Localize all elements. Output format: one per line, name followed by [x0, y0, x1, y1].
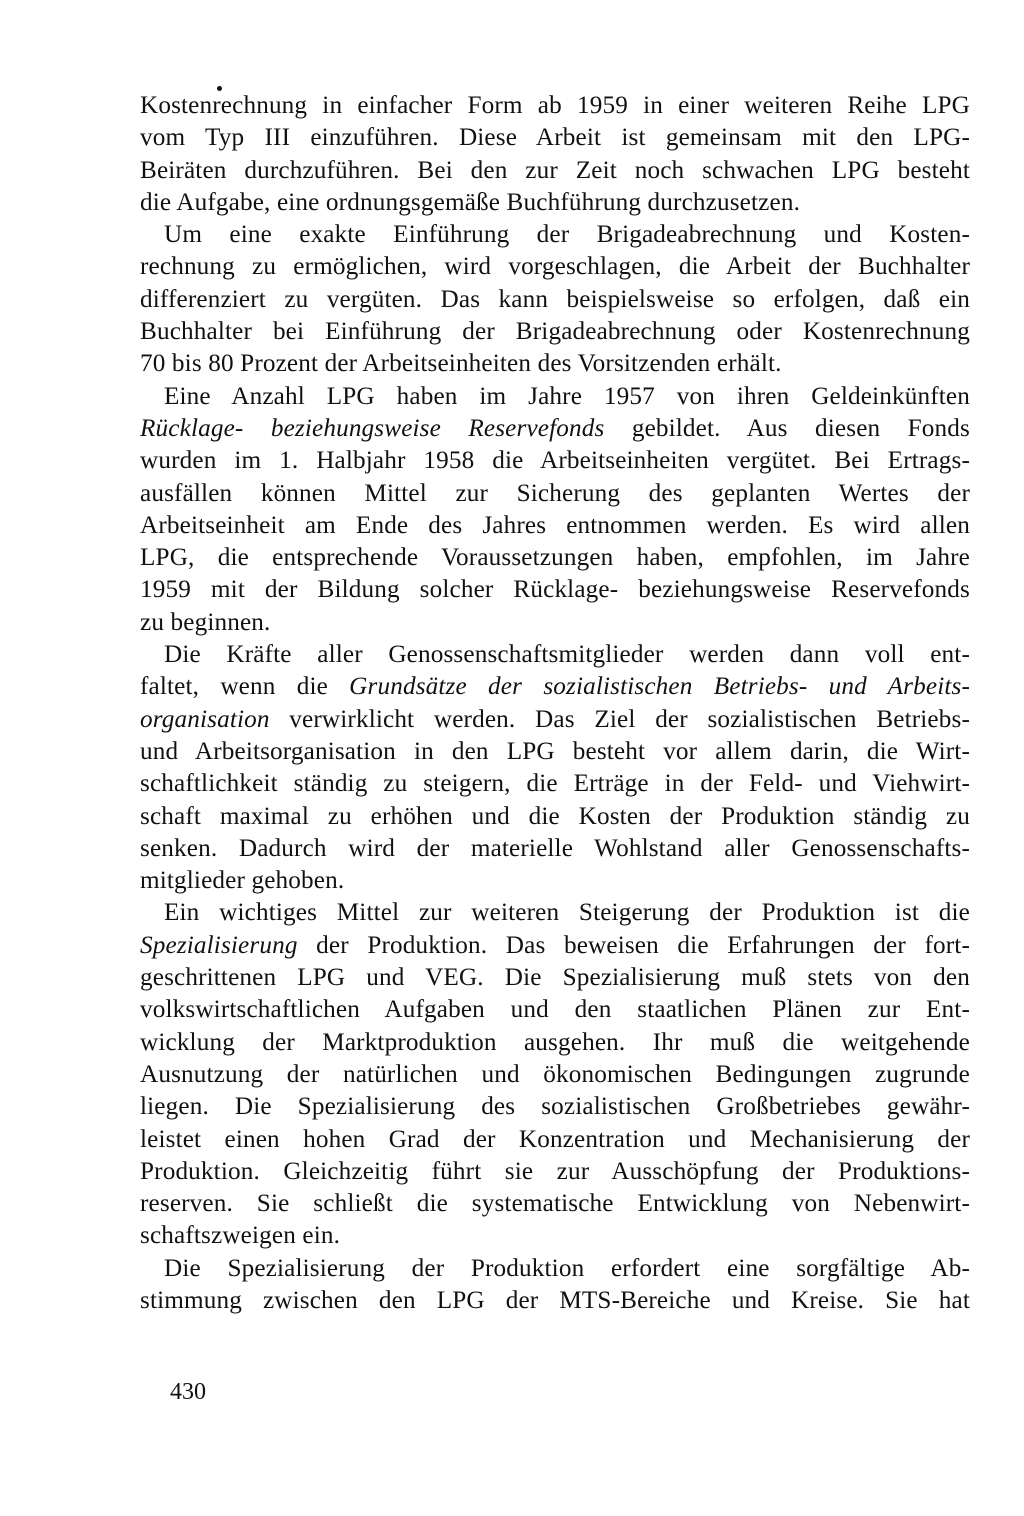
text-line: [140, 1059, 970, 1091]
text-segment: reserven. Sie schließt die systematische Entwicklung von Nebenwirt-: [140, 1190, 970, 1218]
text-segment: faltet, wenn die: [140, 673, 350, 701]
text-line: [140, 1188, 970, 1220]
text-line: [140, 445, 970, 477]
text-segment: vom Typ III einzuführen. Diese Arbeit ist gemeinsam mit den LPG-: [140, 124, 970, 152]
text-segment: Ausnutzung der natürlichen und ökonomischen Bedingungen zugrunde: [140, 1060, 970, 1088]
text-segment: LPG, die entsprechende Voraussetzungen haben, empfohlen, im Jahre: [140, 544, 970, 572]
text-segment: zu beginnen.: [140, 608, 271, 636]
text-segment: stimmung zwischen den LPG der MTS-Bereiche und Kreise. Sie hat: [140, 1286, 970, 1314]
text-segment: wicklung der Marktproduktion ausgehen. Ihr muß die weitgehende: [140, 1028, 970, 1056]
text-line: [140, 801, 970, 833]
text-line: [140, 1253, 970, 1285]
text-segment: schaft maximal zu erhöhen und die Kosten der Produktion ständig zu: [140, 802, 970, 830]
italic-text: Grundsätze der sozialistischen Betriebs- und Arbeits-: [349, 673, 970, 701]
text-segment: die Aufgabe, eine ordnungsgemäße Buchführung durchzusetzen.: [140, 188, 801, 216]
text-line: [140, 768, 970, 800]
text-segment: ausfällen können Mittel zur Sicherung des geplanten Wertes der: [140, 479, 970, 507]
text-segment: Beiräten durchzuführen. Bei den zur Zeit noch schwachen LPG besteht: [140, 156, 970, 184]
text-line: [140, 122, 970, 154]
text-segment: Ein wichtiges Mittel zur weiteren Steigerung der Produktion ist die: [164, 899, 970, 927]
text-line: [140, 413, 970, 445]
text-segment: volkswirtschaftlichen Aufgaben und den staatlichen Plänen zur Ent-: [140, 996, 970, 1024]
body-text: [140, 90, 970, 1317]
text-segment: Die Spezialisierung der Produktion erfordert eine sorgfältige Ab-: [164, 1254, 970, 1282]
text-line: [140, 736, 970, 768]
text-segment: der Produktion. Das beweisen die Erfahrungen der fort-: [297, 931, 970, 959]
text-segment: und Arbeitsorganisation in den LPG besteht vor allem darin, die Wirt-: [140, 737, 970, 765]
text-line: [140, 316, 970, 348]
text-segment: Die Kräfte aller Genossenschaftsmitglieder werden dann voll ent-: [164, 641, 970, 669]
italic-text: Rücklage- beziehungsweise Reservefonds: [140, 414, 605, 442]
text-line: [140, 1220, 970, 1252]
text-line: [140, 833, 970, 865]
text-segment: schaftlichkeit ständig zu steigern, die Erträge in der Feld- und Viehwirt-: [140, 770, 970, 798]
text-line: [140, 704, 970, 736]
text-line: [140, 187, 970, 219]
text-line: [140, 510, 970, 542]
text-segment: Arbeitseinheit am Ende des Jahres entnommen werden. Es wird allen: [140, 511, 970, 539]
text-segment: rechnung zu ermöglichen, wird vorgeschlagen, die Arbeit der Buchhalter: [140, 253, 970, 281]
text-segment: verwirklicht werden. Das Ziel der sozialistischen Betriebs-: [269, 705, 970, 733]
text-line: [140, 1091, 970, 1123]
text-line: [140, 639, 970, 671]
text-segment: gebildet. Aus diesen Fonds: [604, 414, 970, 442]
text-line: [140, 381, 970, 413]
text-line: [140, 930, 970, 962]
text-segment: wurden im 1. Halbjahr 1958 die Arbeitseinheiten vergütet. Bei Ertrags-: [140, 447, 970, 475]
text-segment: 1959 mit der Bildung solcher Rücklage- beziehungsweise Reservefonds: [140, 576, 970, 604]
text-segment: Produktion. Gleichzeitig führt sie zur Ausschöpfung der Produktions-: [140, 1157, 970, 1185]
text-segment: liegen. Die Spezialisierung des sozialistischen Großbetriebes gewähr-: [140, 1093, 970, 1121]
text-line: [140, 90, 970, 122]
italic-text: Spezialisierung: [140, 931, 298, 959]
italic-text: organisation: [140, 705, 270, 733]
text-segment: differenziert zu vergüten. Das kann beispielsweise so erfolgen, daß ein: [140, 285, 970, 313]
text-line: [140, 542, 970, 574]
text-segment: geschrittenen LPG und VEG. Die Spezialisierung muß stets von den: [140, 964, 970, 992]
text-line: [140, 1285, 970, 1317]
text-line: [140, 219, 970, 251]
page-number: 430: [170, 1379, 206, 1405]
text-line: [140, 1027, 970, 1059]
text-line: [140, 897, 970, 929]
text-line: [140, 1124, 970, 1156]
text-line: [140, 865, 970, 897]
text-line: [140, 607, 970, 639]
text-segment: senken. Dadurch wird der materielle Wohlstand aller Genossenschafts-: [140, 834, 970, 862]
text-line: [140, 671, 970, 703]
text-segment: leistet einen hohen Grad der Konzentration und Mechanisierung der: [140, 1125, 970, 1153]
text-segment: Buchhalter bei Einführung der Brigadeabrechnung oder Kostenrechnung: [140, 318, 970, 346]
text-line: [140, 284, 970, 316]
text-segment: mitglieder gehoben.: [140, 867, 345, 895]
text-line: [140, 251, 970, 283]
text-line: [140, 348, 970, 380]
text-segment: Eine Anzahl LPG haben im Jahre 1957 von ihren Geldeinkünften: [164, 382, 970, 410]
text-segment: Kostenrechnung in einfacher Form ab 1959 in einer weiteren Reihe LPG: [140, 92, 970, 119]
text-segment: schaftszweigen ein.: [140, 1222, 341, 1250]
text-line: [140, 1156, 970, 1188]
text-line: [140, 962, 970, 994]
text-segment: Um eine exakte Einführung der Brigadeabrechnung und Kosten-: [164, 221, 970, 249]
text-line: [140, 994, 970, 1026]
text-segment: 70 bis 80 Prozent der Arbeitseinheiten des Vorsitzenden erhält.: [140, 350, 782, 378]
text-line: [140, 478, 970, 510]
text-line: [140, 574, 970, 606]
text-line: [140, 155, 970, 187]
